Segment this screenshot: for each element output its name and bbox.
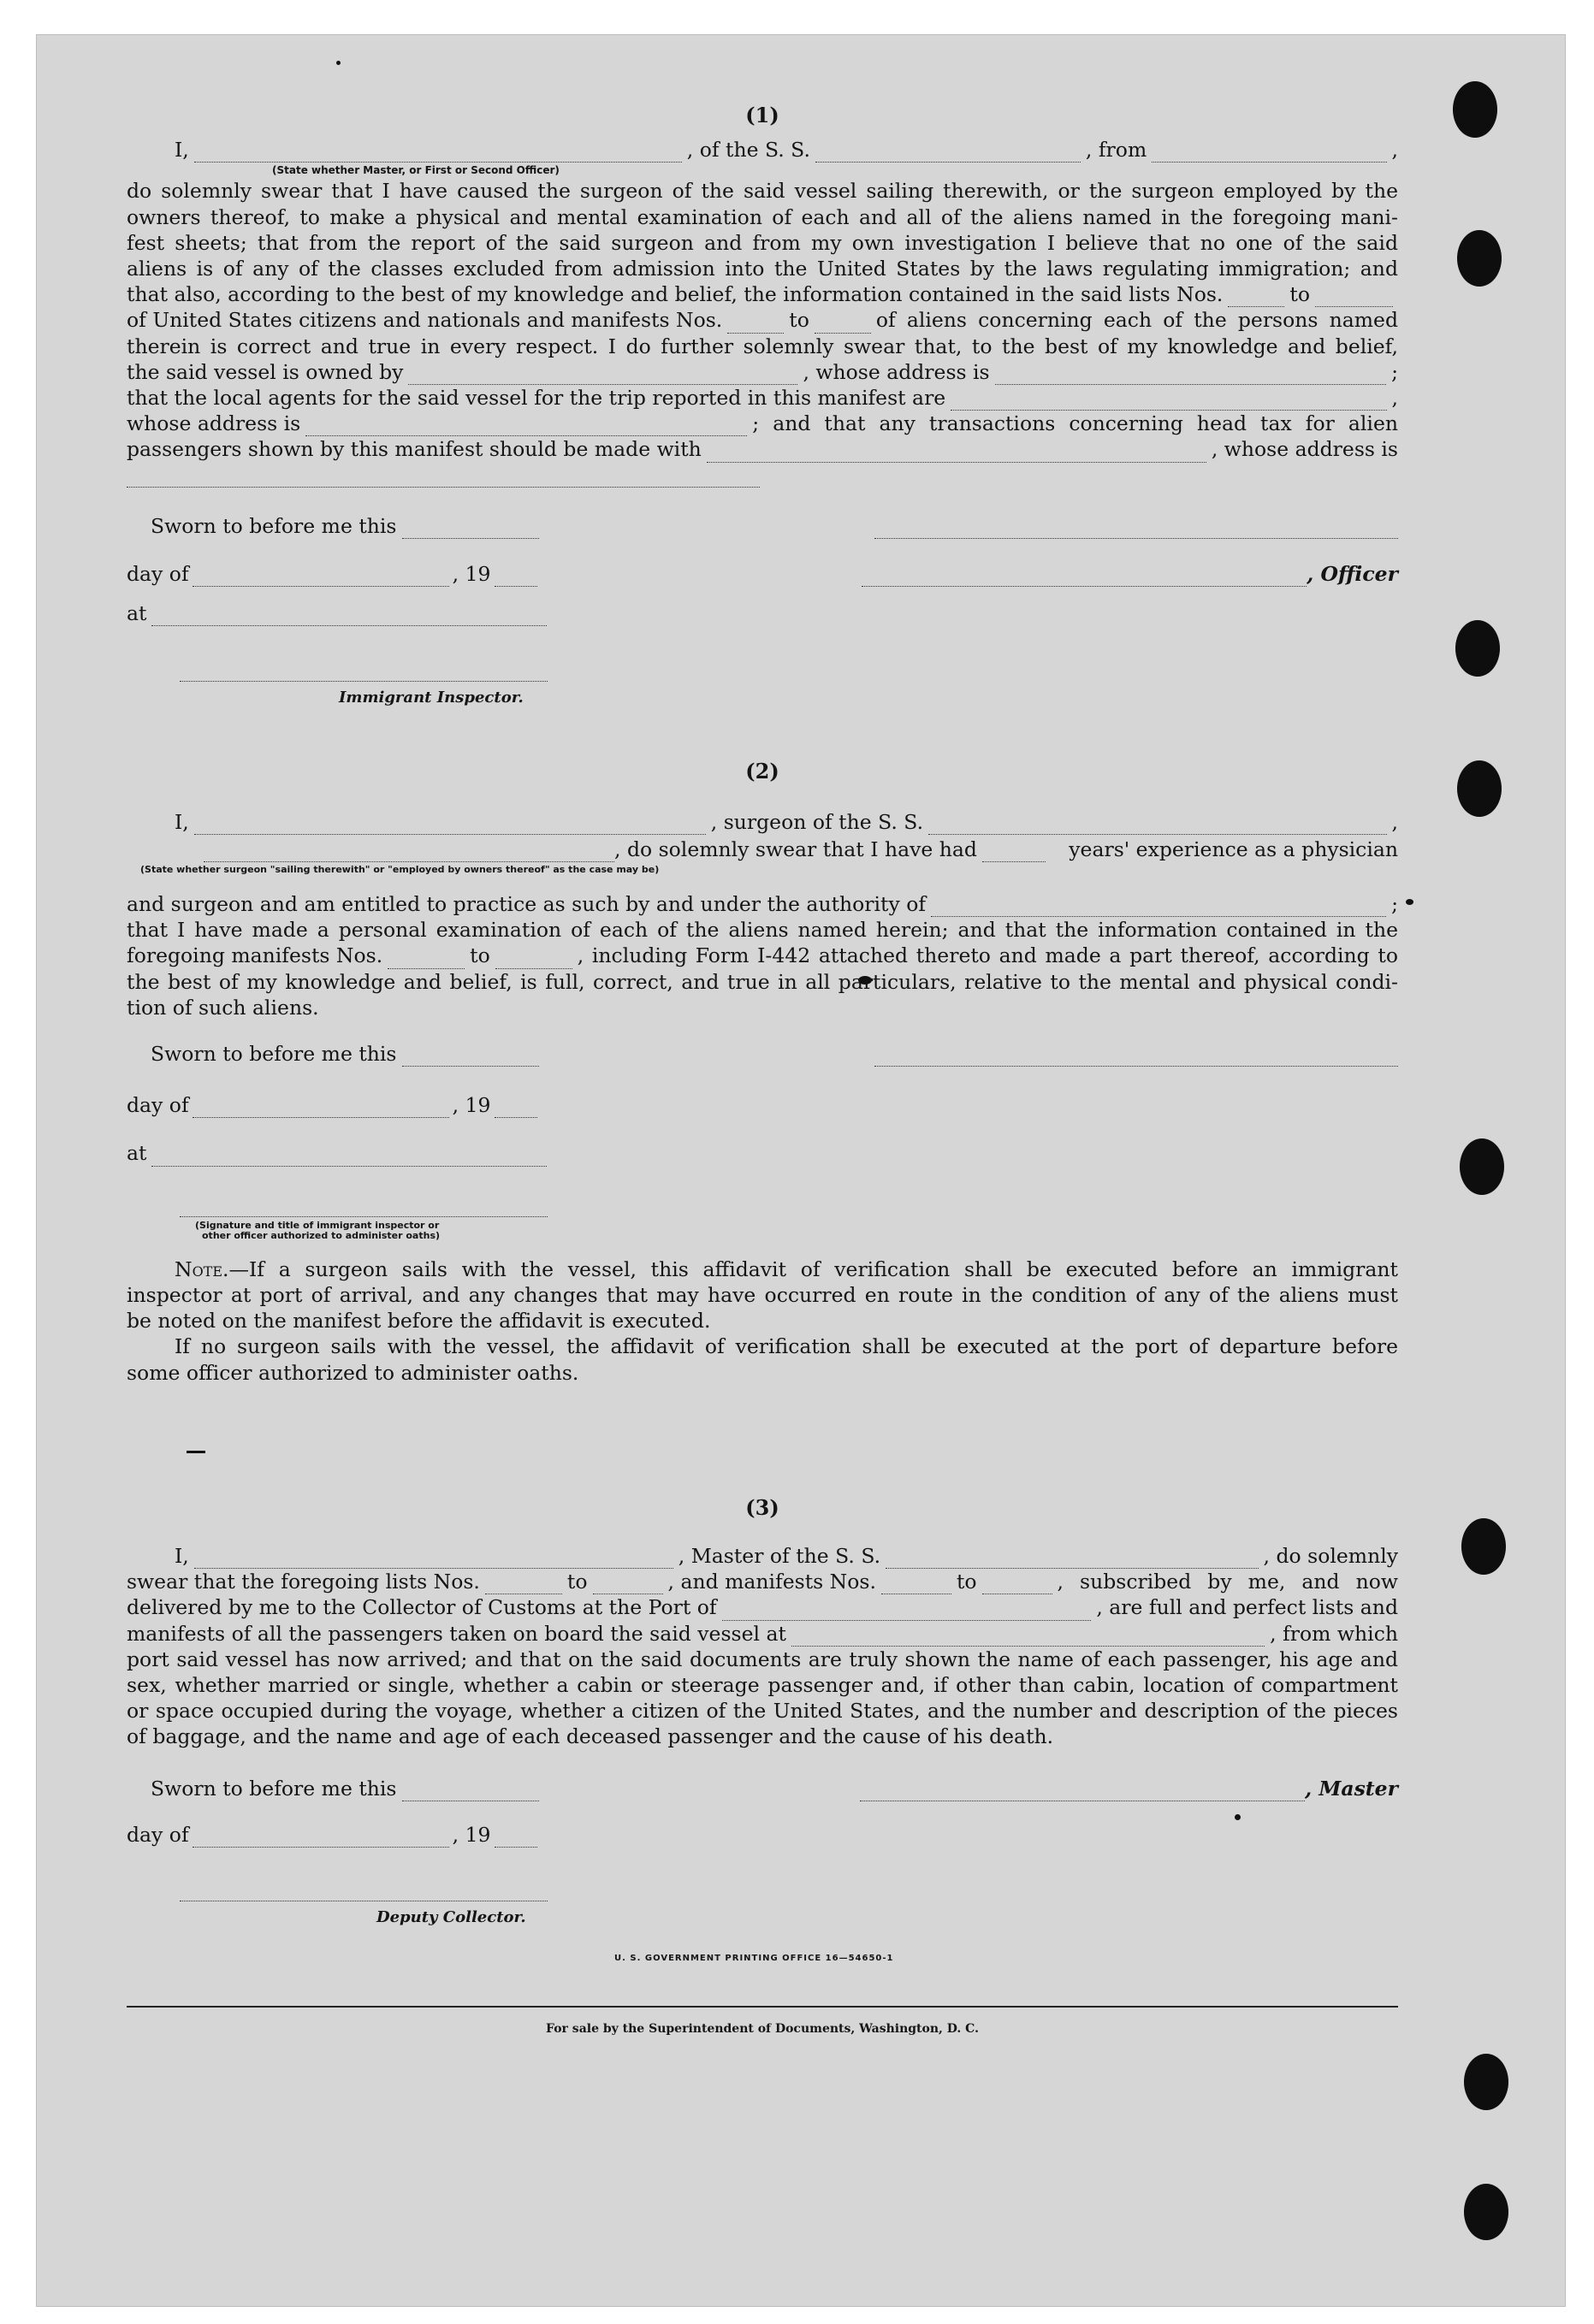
sworn-line-3 xyxy=(127,1776,1398,1801)
text-manifests-all: manifests of all the passengers taken on board the said vessel at xyxy=(127,1621,786,1646)
text-semicolon: ; xyxy=(1391,359,1398,384)
text-of-the-ss: , of the S. S. xyxy=(686,138,810,163)
text-years: years' experience as a physician xyxy=(1069,837,1398,861)
note-line: inspector at port of arrival, and any changes that may have occurred en route in the condition of any of the aliens must xyxy=(127,1282,1398,1307)
body-line: owners thereof, to make a physical and mental examination of each and all of the aliens named in the foregoing mani- xyxy=(127,204,1398,229)
lists-to-blank xyxy=(593,1575,663,1594)
text-from-which: , from which xyxy=(1270,1621,1398,1646)
text-officer: , Officer xyxy=(1307,561,1398,586)
port-blank xyxy=(722,1601,1092,1621)
punch-hole xyxy=(1457,760,1502,817)
text-lists: that also, according to the best of my knowledge and belief, the information contained in the said lists Nos. xyxy=(127,282,1224,307)
text-i: I, xyxy=(175,809,189,834)
punch-hole xyxy=(1455,620,1500,677)
owner-line xyxy=(127,359,1398,385)
sworn-day-blank xyxy=(402,519,539,539)
text-comma: , xyxy=(1391,809,1398,834)
owner-blank xyxy=(408,365,797,385)
ink-speck xyxy=(1406,899,1413,905)
text-year: , 19 xyxy=(452,561,491,586)
head-tax-contact-blank xyxy=(707,443,1206,463)
document-body xyxy=(127,103,1398,2043)
lists-from-blank xyxy=(485,1575,562,1594)
sworn-day-blank xyxy=(402,1047,539,1067)
affidavit-2-body xyxy=(127,917,1398,943)
agents-address-line xyxy=(127,411,1398,436)
sig-caption-line: (Signature and title of immigrant inspector or xyxy=(195,1219,440,1231)
text-authority: and surgeon and am entitled to practice as such by and under the authority of xyxy=(127,892,927,917)
body-line: sex, whether married or single, whether a cabin or steerage passenger and, if other than cabin, location of compartment xyxy=(127,1672,1398,1697)
month-blank xyxy=(193,1098,449,1118)
text-to: to xyxy=(566,1570,588,1594)
text-manifests: foregoing manifests Nos. xyxy=(127,943,383,968)
text-aliens: of aliens concerning each of the persons named xyxy=(875,308,1398,333)
vessel-name-blank xyxy=(815,143,1081,163)
sig-line-2 xyxy=(127,1197,1398,1217)
manifests-to-blank xyxy=(982,1575,1052,1594)
body-line: therein is correct and true in every respect. I do further solemnly swear that, to the best of my knowledge and belief, xyxy=(127,334,1398,358)
text-agents: that the local agents for the said vessel for the trip reported in this manifest are xyxy=(127,386,946,411)
body-line: do solemnly swear that I have caused the surgeon of the said vessel sailing therewith, or the surgeon employed by the xyxy=(127,179,1398,204)
note-line: If no surgeon sails with the vessel, the affidavit of verification shall be executed at the port of departure before xyxy=(175,1334,1398,1359)
sig-caption-line: other officer authorized to administer oaths) xyxy=(202,1229,441,1241)
note-label: Note. xyxy=(175,1257,229,1281)
port-boarding-blank xyxy=(791,1627,1265,1647)
text-at: at xyxy=(127,601,147,626)
surgeon-caption: (State whether surgeon "sailing therewith" or "employed by owners thereof" as the case may be) xyxy=(140,864,660,876)
month-blank xyxy=(193,1828,449,1848)
affidavit-1-number: (1) xyxy=(745,103,779,127)
text-to: to xyxy=(470,943,490,968)
ink-speck xyxy=(336,61,341,65)
text-passengers: passengers shown by this manifest should be made with xyxy=(127,437,702,462)
affidavit-1-body-2 xyxy=(127,334,1398,359)
text-day-of: day of xyxy=(127,1822,189,1847)
deputy-signature-blank xyxy=(180,1882,548,1901)
affidavit-1-manifests-line xyxy=(127,307,1398,333)
body-line: fest sheets; that from the report of the said surgeon and from my own investigation I believe that no one of the said xyxy=(127,230,1398,255)
text-day-of: day of xyxy=(127,1093,189,1118)
text-i: I, xyxy=(175,138,189,163)
body-line: or space occupied during the voyage, whether a citizen of the United States, and the number and description of the pieces xyxy=(127,1699,1398,1724)
note-line xyxy=(127,1257,1398,1282)
at-line-2 xyxy=(127,1140,1398,1166)
text-whose-address: , whose address is xyxy=(803,359,990,384)
affidavit-2-body-2 xyxy=(127,969,1398,1020)
affidavit-3-line-4 xyxy=(127,1621,1398,1647)
printing-office-imprint: U. S. GOVERNMENT PRINTING OFFICE 16—54650-1 xyxy=(614,1954,894,1964)
year-blank xyxy=(495,1828,537,1848)
text-to: to xyxy=(1289,282,1310,307)
officer-signature-blank-top xyxy=(874,519,1398,539)
note-line: some officer authorized to administer oaths. xyxy=(127,1360,579,1385)
punch-hole xyxy=(1457,230,1502,287)
surgeon-status-blank xyxy=(204,843,614,862)
text-swear: swear that the foregoing lists Nos. xyxy=(127,1570,480,1594)
text-to: to xyxy=(956,1570,977,1594)
day-of-line-2 xyxy=(127,1092,1398,1118)
body-line: the best of my knowledge and belief, is full, correct, and true in all particulars, relative to the mental and physical condi- xyxy=(127,969,1398,994)
body-line: of baggage, and the name and age of each deceased passenger and the cause of his death. xyxy=(127,1724,1054,1749)
month-blank xyxy=(193,567,449,587)
punch-hole xyxy=(1461,1518,1506,1575)
officer-caption: (State whether Master, or First or Second Officer) xyxy=(272,164,560,177)
punch-hole xyxy=(1464,2184,1508,2240)
text-whose-address: whose address is xyxy=(127,411,301,436)
head-tax-address-blank xyxy=(127,468,760,488)
body-line: aliens is of any of the classes excluded from admission into the United States by the laws regulating immigration; and xyxy=(127,257,1398,281)
manifests-from-blank xyxy=(727,314,784,334)
inspector-line xyxy=(127,662,1398,682)
affidavit-3-line-1 xyxy=(127,1543,1398,1569)
text-day-of: day of xyxy=(127,561,189,586)
text-i: I, xyxy=(175,1543,189,1568)
text-subscribed: , subscribed by me, and now xyxy=(1057,1570,1398,1594)
text-semicolon: ; xyxy=(1391,892,1398,917)
inspector-caption: Immigrant Inspector. xyxy=(339,689,524,707)
text-sworn: Sworn to before me this xyxy=(151,1776,397,1801)
text-surgeon-of: , surgeon of the S. S. xyxy=(710,809,924,834)
text-solemnly: , do solemnly xyxy=(1263,1543,1398,1568)
punch-hole xyxy=(1453,81,1497,138)
years-blank xyxy=(982,843,1046,862)
agents-address-blank xyxy=(305,417,747,436)
text-comma: , xyxy=(1391,138,1398,163)
text-master-of: , Master of the S. S. xyxy=(678,1543,881,1568)
master-name-blank xyxy=(194,1549,673,1569)
master-vessel-blank xyxy=(886,1549,1258,1569)
note-line: be noted on the manifest before the affidavit is executed. xyxy=(127,1309,711,1333)
text-year: , 19 xyxy=(452,1822,491,1847)
text-owned-by: the said vessel is owned by xyxy=(127,359,404,384)
surgeon-name-blank xyxy=(194,815,706,835)
affidavit-3-line-3 xyxy=(127,1594,1398,1620)
agents-blank xyxy=(951,391,1386,411)
at-line-1 xyxy=(127,600,1398,626)
manifest-from-blank xyxy=(388,949,465,969)
affidavit-2-line-1 xyxy=(127,809,1398,835)
authority-blank xyxy=(931,897,1386,917)
lists-from-blank xyxy=(1228,287,1284,307)
day-of-line-1 xyxy=(127,561,1398,587)
text-master: , Master xyxy=(1304,1776,1398,1801)
text-including-form: , including Form I-442 attached thereto and made a part thereof, according to xyxy=(577,943,1398,968)
body-line: tion of such aliens. xyxy=(127,995,319,1020)
text-year: , 19 xyxy=(452,1093,491,1118)
affidavit-2-number: (2) xyxy=(745,759,779,784)
affidavit-1-line-1 xyxy=(127,137,1398,163)
manifest-to-blank xyxy=(495,949,572,969)
note-block xyxy=(127,1257,1398,1386)
text-solemnly: , do solemnly swear that I have had xyxy=(614,837,977,861)
manifests-from-blank xyxy=(881,1575,951,1594)
sworn-line-2 xyxy=(127,1041,1398,1067)
master-signature-blank xyxy=(860,1782,1305,1801)
text-from: , from xyxy=(1085,138,1147,163)
officer-name-blank xyxy=(194,143,682,163)
affidavit-3-body xyxy=(127,1647,1398,1750)
text-and-manifests: , and manifests Nos. xyxy=(667,1570,876,1594)
text-at: at xyxy=(127,1141,147,1166)
head-tax-address-line xyxy=(127,468,1398,488)
officer-signature-blank xyxy=(862,567,1307,587)
for-sale-notice: For sale by the Superintendent of Documents, Washington, D. C. xyxy=(546,2022,979,2037)
agents-line xyxy=(127,385,1398,411)
manifests-to-blank xyxy=(815,314,871,334)
text-sworn: Sworn to before me this xyxy=(151,513,397,538)
note-text: —If a surgeon sails with the vessel, this affidavit of verification shall be executed before an immigrant xyxy=(228,1257,1398,1281)
affidavit-1-body xyxy=(127,178,1398,281)
head-tax-line xyxy=(127,436,1398,462)
body-line: port said vessel has now arrived; and that on the said documents are truly shown the name of each passenger, his age and xyxy=(127,1647,1398,1671)
deputy-caption: Deputy Collector. xyxy=(376,1907,526,1926)
footer-rule xyxy=(127,2006,1398,2008)
sig-caption-2 xyxy=(195,1221,1398,1241)
affidavit-1-lists-line xyxy=(127,281,1398,307)
text-comma: , xyxy=(1391,386,1398,411)
affidavit-2-line-2 xyxy=(127,837,1398,862)
body-line: that I have made a personal examination of each of the aliens named herein; and that the information contained in the xyxy=(127,918,1398,943)
text-full-perfect: , are full and perfect lists and xyxy=(1096,1595,1398,1620)
sworn-day-blank xyxy=(402,1782,539,1801)
inspector-signature-blank xyxy=(180,1197,548,1217)
surgeon-vessel-blank xyxy=(928,815,1386,835)
text-delivered: delivered by me to the Collector of Customs at the Port of xyxy=(127,1595,717,1620)
at-blank xyxy=(151,1147,547,1167)
at-blank xyxy=(151,606,547,626)
lists-to-blank xyxy=(1315,287,1393,307)
owner-address-blank xyxy=(995,365,1386,385)
manifests-line-2 xyxy=(127,943,1398,968)
text-to: to xyxy=(789,308,809,333)
surgeon-signature-blank xyxy=(874,1047,1398,1067)
authority-line xyxy=(127,891,1398,917)
punch-hole xyxy=(1464,2054,1508,2110)
affidavit-3-line-2 xyxy=(127,1569,1398,1594)
text-whose-address: , whose address is xyxy=(1211,437,1398,462)
affidavit-3-number: (3) xyxy=(745,1494,779,1520)
punch-hole xyxy=(1460,1138,1504,1195)
deputy-line xyxy=(127,1882,1398,1901)
day-of-line-3 xyxy=(127,1822,1398,1848)
inspector-signature-blank xyxy=(180,662,548,682)
text-citizens: of United States citizens and nationals and manifests Nos. xyxy=(127,308,723,333)
sworn-line-1 xyxy=(127,513,1398,539)
year-blank xyxy=(495,1098,537,1118)
year-blank xyxy=(495,567,537,587)
text-sworn: Sworn to before me this xyxy=(151,1042,397,1067)
text-head-tax: ; and that any transactions concerning head tax for alien xyxy=(752,411,1398,436)
port-from-blank xyxy=(1152,143,1386,163)
